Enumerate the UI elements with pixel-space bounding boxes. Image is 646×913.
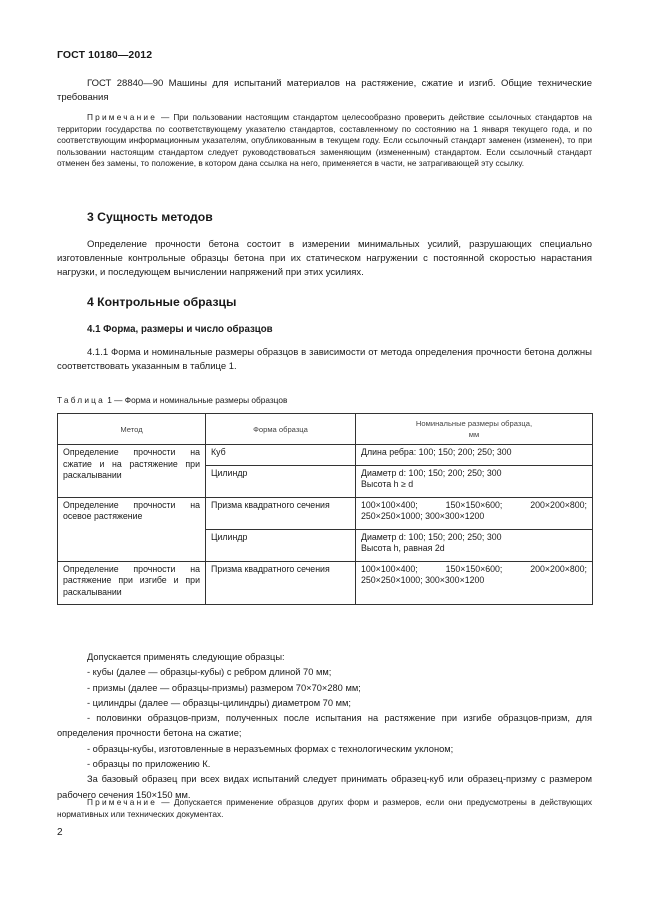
list-item: - цилиндры (далее — образцы-цилиндры) диаметром 70 мм; [87, 697, 351, 708]
dims-cell: 100×100×400; 150×150×600; 200×200×800; 250×250×1000; 300×300×1200 [356, 561, 593, 605]
section-3-text: Определение прочности бетона состоит в измерении минимальных усилий, разрушающих специально изготовленные контрольные образцы бетона при их статическом нагружении с постоянной скоростью нарастания нагрузки, и последующем вычислении напряжений при этих усилиях. [57, 239, 592, 278]
table-row [58, 497, 593, 529]
note-text: — Допускается применение образцов других форм и размеров, если они предусмотрены в действующих нормативных или технических документах. [57, 797, 592, 819]
document-header: ГОСТ 10180—2012 [57, 49, 153, 61]
note-2 [57, 797, 592, 820]
section-4-heading: 4 Контрольные образцы [87, 295, 237, 309]
header-dimensions: Номинальные размеры образца, мм [356, 414, 593, 445]
note-label: Примечание [87, 112, 158, 122]
subsection-4-1-heading: 4.1 Форма, размеры и число образцов [87, 324, 273, 335]
table-row [58, 561, 593, 605]
shape-cell: Призма квадратного сечения [206, 497, 356, 529]
section-3-heading: 3 Сущность методов [87, 210, 213, 224]
table-caption-label: Таблица [57, 395, 105, 405]
list-item: - призмы (далее — образцы-призмы) размером 70×70×280 мм; [87, 682, 361, 693]
list-item: - половинки образцов-призм, полученных после испытания на растяжение при изгибе образцов-призм, для определения прочности бетона на сжатие; [57, 713, 592, 739]
shape-cell: Цилиндр [206, 465, 356, 497]
allowed-samples-list [57, 650, 592, 803]
list-item: - образцы-кубы, изготовленные в неразъемных формах с технологическим уклоном; [87, 743, 454, 754]
base-sample-text: За базовый образец при всех видах испытаний следует принимать образец-куб или образец-призму с размером рабочего сечения 150×150 мм. [57, 774, 592, 800]
method-cell: Определение прочности на растяжение при изгибе и при раскалывании [58, 561, 206, 605]
note-1 [57, 112, 592, 170]
normative-reference [57, 77, 592, 105]
table-header-row [58, 414, 593, 445]
note-text: — При пользовании настоящим стандартом целесообразно проверить действие ссылочных стандартов на территории государства по соответствующему указателю стандартов, составленному по состоянию на 1 января текущего года, и по соответствующим информационным указателям, опубликованным в текущем году. Если ссылочный стандарт заменен (изменен), то при пользовании настоящим стандартом следует руководствоваться заменяющим (измененным) стандартом. Если ссылочный стандарт отменен без замены, то положение, в котором дана ссылка на него, применяется в части, не затрагивающей эту ссылку. [57, 112, 592, 169]
para-4-1-1: 4.1.1 Форма и номинальные размеры образцов в зависимости от метода определения прочности бетона должны соответствовать указанным в таблице 1. [57, 347, 592, 372]
reference-text: ГОСТ 28840—90 Машины для испытаний материалов на растяжение, сжатие и изгиб. Общие технические требования [57, 78, 592, 103]
dims-cell: Диаметр d: 100; 150; 200; 250; 300 Высота h, равная 2d [356, 529, 593, 561]
dims-cell: Диаметр d: 100; 150; 200; 250; 300 Высота h ≥ d [356, 465, 593, 497]
dims-cell: Длина ребра: 100; 150; 200; 250; 300 [356, 445, 593, 466]
list-item: - образцы по приложению К. [87, 759, 211, 770]
page-number: 2 [57, 827, 63, 838]
method-cell: Определение прочности на сжатие и на растяжение при раскалывании [58, 445, 206, 498]
list-item: - кубы (далее — образцы-кубы) с ребром длиной 70 мм; [87, 667, 332, 678]
table-caption [57, 395, 287, 405]
method-cell: Определение прочности на осевое растяжение [58, 497, 206, 561]
header-method: Метод [58, 414, 206, 445]
section-3-text-block [57, 238, 592, 280]
table-row [58, 445, 593, 466]
shape-cell: Цилиндр [206, 529, 356, 561]
header-shape: Форма образца [206, 414, 356, 445]
shape-cell: Призма квадратного сечения [206, 561, 356, 605]
para-4-1-1-block [57, 346, 592, 374]
table-1 [57, 413, 593, 605]
note-label: Примечание [87, 797, 158, 807]
list-intro: Допускается применять следующие образцы: [87, 652, 285, 662]
table-caption-text: 1 — Форма и номинальные размеры образцов [104, 395, 288, 405]
shape-cell: Куб [206, 445, 356, 466]
dims-cell: 100×100×400; 150×150×600; 200×200×800; 250×250×1000; 300×300×1200 [356, 497, 593, 529]
